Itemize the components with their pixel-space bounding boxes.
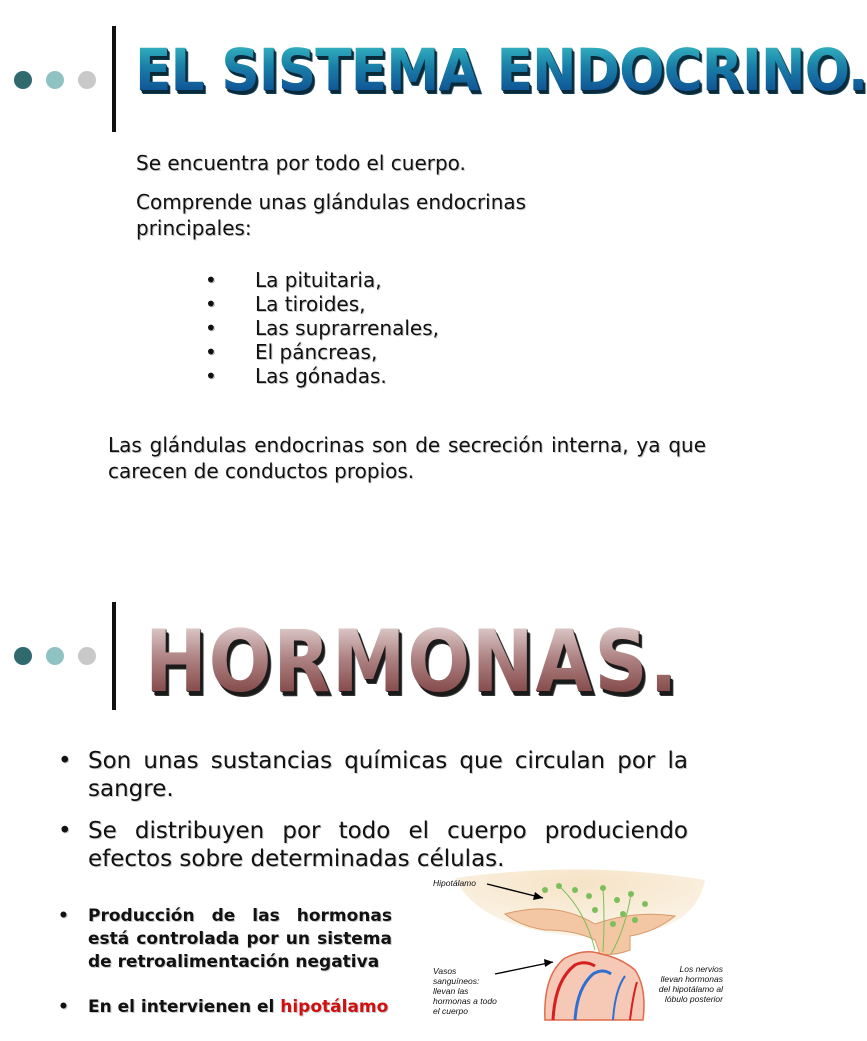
label-hipotalamo: Hipotálamo (433, 878, 476, 888)
intro-text-2: Comprende unas glándulas endocrinas principales: (136, 190, 527, 240)
gland-label: Las suprarrenales, (255, 316, 439, 340)
list-item (205, 268, 439, 292)
dot-grey (78, 71, 96, 89)
bullet: • (58, 906, 69, 926)
arrow-vasos (495, 962, 553, 974)
bullet: • (205, 364, 217, 388)
list-item (205, 340, 439, 364)
dot-dark (14, 71, 32, 89)
highlight-hipotalamo: hipotálamo (280, 997, 389, 1017)
hypothalamus-diagram (425, 870, 745, 1024)
dot-grey (78, 647, 96, 665)
bullet: • (58, 748, 72, 774)
closing-text: Las glándulas endocrinas son de secreción interna, ya que carecen de conductos propios. (108, 433, 706, 483)
dot-light (46, 71, 64, 89)
arrowhead (544, 959, 553, 967)
intro-text-1: Se encuentra por todo el cuerpo. (136, 151, 466, 175)
bullet: • (205, 268, 217, 292)
glands-list (205, 268, 439, 388)
title-divider (112, 602, 116, 710)
title-divider (112, 26, 116, 132)
gland-label: Las gónadas. (255, 364, 387, 388)
list-item (58, 817, 688, 873)
bullet: • (205, 292, 217, 316)
gland-label: El páncreas, (255, 340, 378, 364)
bullet: • (205, 340, 217, 364)
list-item (205, 364, 439, 388)
hormonas-bullets (58, 747, 688, 887)
list-item (58, 905, 392, 974)
decorative-dots (14, 71, 96, 89)
list-item (58, 747, 688, 803)
list-item (58, 996, 392, 1019)
label-vasos: Vasos sanguíneos: llevan las hormonas a todo el cuerpo (433, 966, 497, 1016)
label-nervios: Los nervios llevan hormonas del hipotálamo al lóbulo posterior (658, 964, 723, 1004)
bullet: • (58, 818, 72, 844)
gland-label: La pituitaria, (255, 268, 382, 292)
hormonas-sub-bullets (58, 905, 392, 1041)
bullet-text: Son unas sustancias químicas que circulan por la sangre. (88, 748, 688, 802)
slide1-title: EL SISTEMA ENDOCRINO. (135, 36, 867, 104)
list-item (205, 292, 439, 316)
slide2-title: HORMONAS. (145, 612, 680, 712)
bullet: • (205, 316, 217, 340)
decorative-dots (14, 647, 96, 665)
gland-label: La tiroides, (255, 292, 366, 316)
bullet-text: Se distribuyen por todo el cuerpo produciendo efectos sobre determinadas células. (88, 818, 688, 872)
list-item (205, 316, 439, 340)
bullet: • (58, 997, 69, 1017)
dot-dark (14, 647, 32, 665)
bullet-prefix: En el intervienen el (88, 997, 281, 1017)
bullet-text: Producción de las hormonas está controlada por un sistema de retroalimentación negativa (88, 906, 392, 972)
dot-light (46, 647, 64, 665)
bullet-text (88, 996, 392, 1019)
